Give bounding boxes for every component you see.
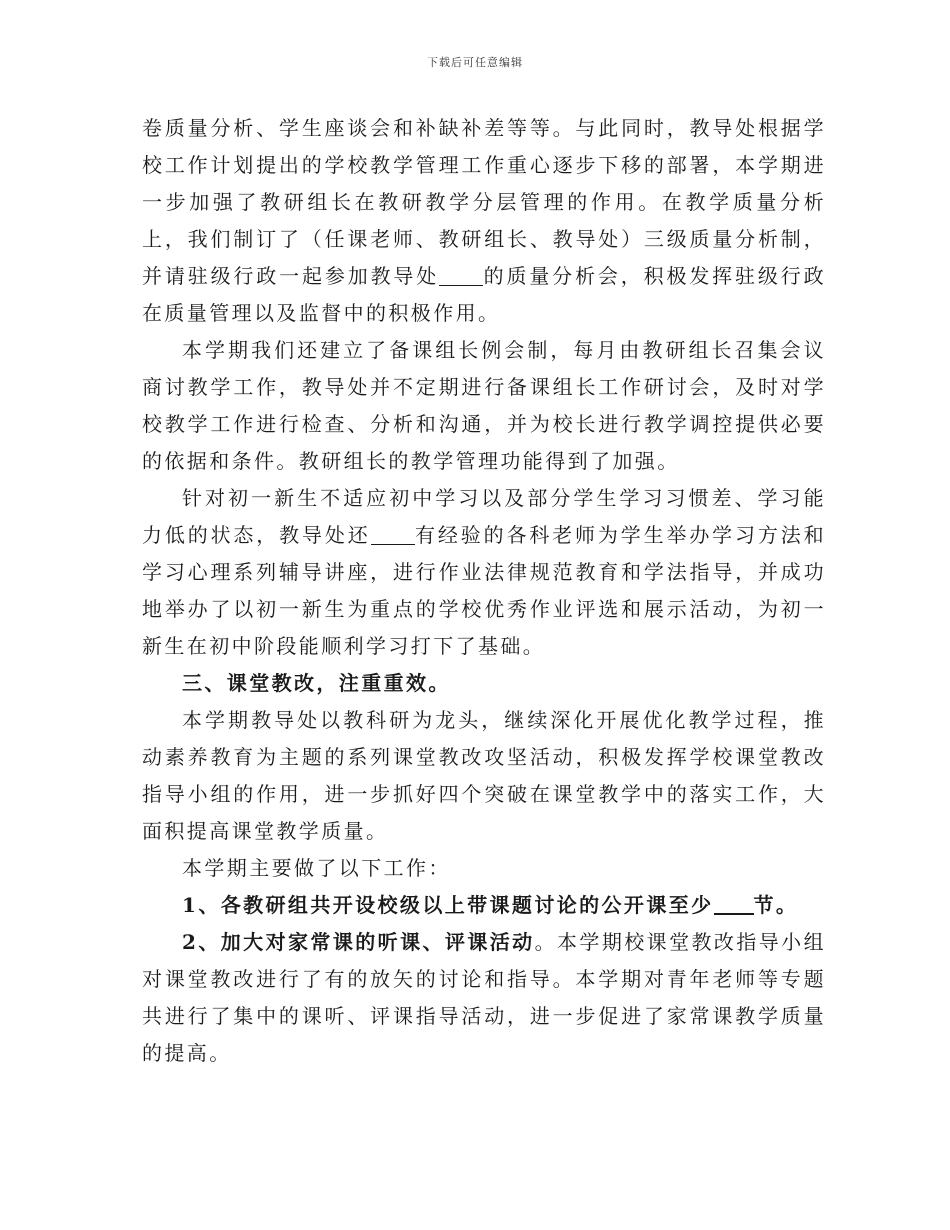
paragraph-text: 的质量分析会，积极发挥驻级行政在质量管理以及监督中的积极作用。 xyxy=(142,264,827,325)
list-item-2 xyxy=(142,924,826,1072)
list-item-title: 2、加大对家常课的听课、评课活动 xyxy=(182,930,535,954)
list-item-text: 1、各教研组共开设校级以上带课题讨论的公开课至少 xyxy=(182,893,714,917)
paragraph: 本学期我们还建立了备课组长例会制，每月由教研组长召集会议商讨教学工作，教导处并不定期进行备课组长工作研讨会，及时对学校教学工作进行检查、分析和沟通，并为校长进行教学调控提供必要的依据和条件。教研组长的教学管理功能得到了加强。 xyxy=(142,338,826,473)
fill-blank xyxy=(439,265,483,286)
paragraph-continued xyxy=(142,110,826,332)
fill-blank xyxy=(371,524,415,545)
paragraph: 本学期教导处以教科研为龙头，继续深化开展优化教学过程，推动素养教育为主题的系列课堂教改攻坚活动，积极发挥学校课堂教改指导小组的作用，进一步抓好四个突破在课堂教学中的落实工作，大面积提高课堂教学质量。 xyxy=(142,708,826,843)
paragraph: 本学期主要做了以下工作： xyxy=(182,856,451,880)
paragraph-text: 针对初一新生不适应初中学习以及部分学生学习习惯差、学习能力低的状态，教导处还 xyxy=(142,486,826,547)
list-item-text: 节。 xyxy=(753,893,799,917)
paragraph-text: 卷质量分析、学生座谈会和补缺补差等等。与此同时，教导处根据学校工作计划提出的学校教学管理工作重心逐步下移的部署，本学期进一步加强了教研组长在教研教学分层管理的作用。在教学质量分析上，我们制订了（任课老师、教研组长、教导处）三级质量分析制，并请驻级行政一起参加教导处 xyxy=(142,116,826,288)
paragraph xyxy=(142,480,826,665)
page-header: 下载后可任意编辑 xyxy=(427,56,523,69)
document-body xyxy=(142,110,826,1072)
list-item-1 xyxy=(142,887,826,924)
paragraph-text: 有经验的各科老师为学生举办学习方法和学习心理系列辅导讲座，进行作业法律规范教育和学法指导，并成功地举办了以初一新生为重点的学校优秀作业评选和展示活动，为初一新生在初中阶段能顺利学习打下了基础。 xyxy=(142,523,827,658)
list-item-text: 。本学期校课堂教改指导小组对课堂教改进行了有的放矢的讨论和指导。本学期对青年老师等专题共进行了集中的课听、评课指导活动，进一步促进了家常课教学质量的提高。 xyxy=(142,930,826,1065)
fill-blank xyxy=(714,893,754,915)
section-heading: 三、课堂教改，注重重效。 xyxy=(182,671,451,695)
